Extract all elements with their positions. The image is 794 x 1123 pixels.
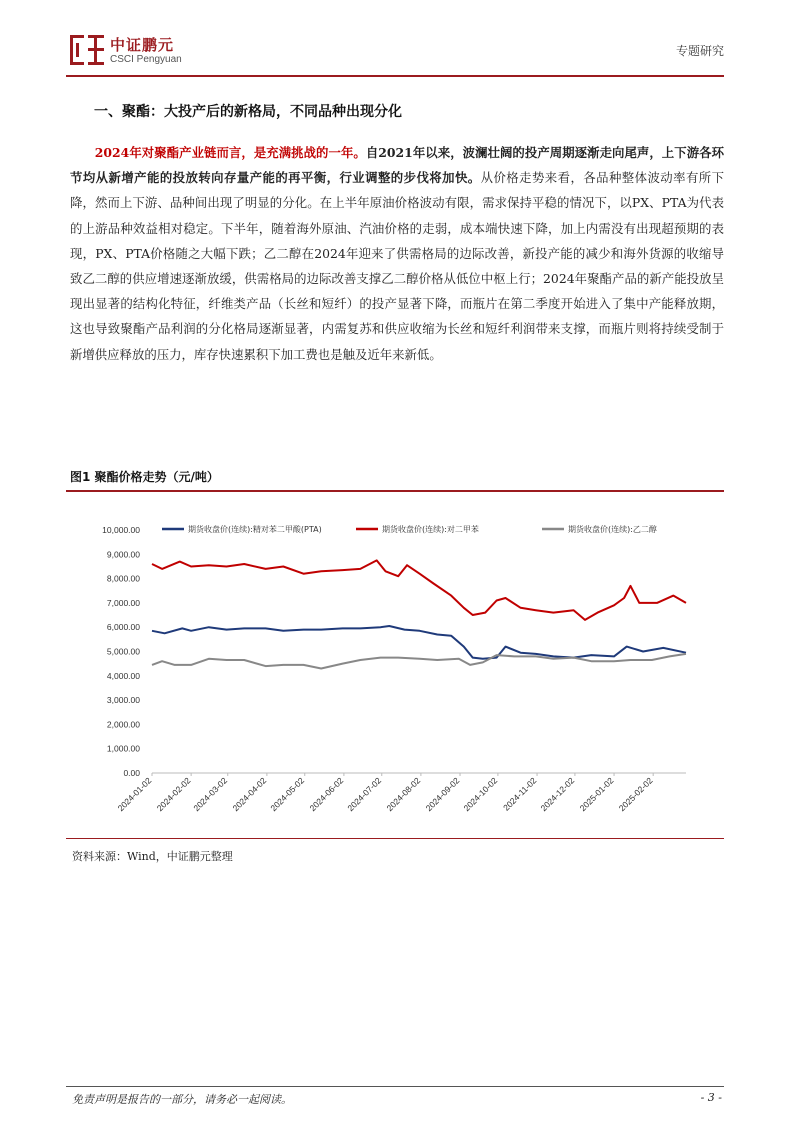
- x-tick-label: 2024-01-02: [115, 775, 154, 814]
- paragraph-body: 从价格走势来看，各品种整体波动率有所下降，然而上下游、品种间出现了明显的分化。在上半年原油价格波动有限，需求保持平稳的情况下，以PX、PTA为代表的上游品种效益相对稳定。下半年，随着海外原油、汽油价格的走弱，成本端快速下降，加上内需没有出现超预期的表现，PX、PTA价格随之大幅下跌；乙二醇在2024年迎来了供需格局的边际改善，新投产能的减少和海外货源的收缩导致乙二醇的供应增速逐渐放缓，供需格局的边际改善支撑乙二醇价格从低位中枢上行；2024年聚酯产品的新产能投放呈现出显著的结构化特征，纤维类产品（长丝和短纤）的投产显著下降，而瓶片在第二季度开始进入了集中产能释放期，这也导致聚酯产品利润的分化格局逐渐显著，内需复苏和供应收缩为长丝和短纤利润带来支撑，而瓶片则将持续受制于新增供应释放的压力，库存快速累积下加工费也是触及近年来新低。: [70, 170, 725, 362]
- legend-label: 期货收盘价(连续):精对苯二甲酸(PTA): [188, 525, 322, 534]
- y-tick-label: 10,000.00: [102, 525, 140, 535]
- brand-name-english: CSCI Pengyuan: [110, 54, 182, 65]
- y-tick-label: 8,000.00: [106, 573, 140, 584]
- x-tick-label: 2024-04-02: [230, 775, 269, 814]
- legend-label: 期货收盘价(连续):乙二醇: [568, 525, 657, 534]
- x-tick-label: 2025-01-02: [577, 775, 616, 814]
- body-paragraph: [70, 140, 724, 367]
- series-line-2: [152, 560, 686, 620]
- x-tick-label: 2024-07-02: [345, 775, 384, 814]
- page-number: - 3 -: [700, 1091, 722, 1104]
- x-tick-label: 2024-10-02: [461, 775, 500, 814]
- x-tick-label: 2024-02-02: [154, 775, 193, 814]
- disclaimer-text: 免责声明是报告的一部分，请务必一起阅读。: [72, 1093, 292, 1106]
- x-tick-label: 2024-11-02: [501, 775, 539, 813]
- x-tick-label: 2024-09-02: [423, 775, 462, 814]
- x-tick-label: 2024-06-02: [307, 775, 346, 814]
- y-tick-label: 6,000.00: [106, 622, 140, 633]
- lead-bold-sentence: 自2021年以来，波澜壮阔的投产周期逐渐走向尾声，上下游各环节均从新增产能的投放转向存量产能的再平衡，行业调整的步伐将加快。: [70, 145, 724, 186]
- x-tick-label: 2024-05-02: [268, 775, 307, 814]
- y-tick-label: 9,000.00: [106, 549, 140, 560]
- y-tick-label: 1,000.00: [106, 743, 140, 754]
- x-tick-label: 2024-03-02: [191, 775, 230, 814]
- y-tick-label: 3,000.00: [106, 695, 140, 706]
- series-line-1: [152, 626, 686, 659]
- footer-divider: [66, 1086, 724, 1087]
- x-tick-label: 2024-12-02: [538, 775, 577, 814]
- y-tick-label: 5,000.00: [106, 646, 140, 657]
- chart-series: [152, 560, 686, 668]
- x-tick-label: 2025-02-02: [616, 775, 655, 814]
- y-tick-label: 0.00: [123, 768, 140, 778]
- y-tick-label: 2,000.00: [106, 719, 140, 730]
- figure-caption: 图1 聚酯价格走势（元/吨）: [70, 470, 219, 484]
- header-divider: [66, 75, 724, 77]
- lead-sentence: 2024年对聚酯产业链而言，是充满挑战的一年。: [94, 145, 366, 160]
- x-axis: [116, 773, 686, 813]
- y-axis: [102, 525, 140, 778]
- report-type-label: 专题研究: [675, 44, 724, 58]
- section-title: 一、聚酯：大投产后的新格局，不同品种出现分化: [94, 104, 402, 120]
- legend-label: 期货收盘价(连续):对二甲苯: [382, 525, 479, 534]
- chart-legend: [162, 524, 657, 534]
- x-tick-label: 2024-08-02: [384, 775, 423, 814]
- figure-bottom-divider: [66, 838, 724, 839]
- figure-top-divider: [66, 490, 724, 492]
- figure-source: 资料来源：Wind，中证鹏元整理: [72, 850, 233, 863]
- brand-logo-icon: [70, 33, 104, 67]
- y-tick-label: 4,000.00: [106, 670, 140, 681]
- y-tick-label: 7,000.00: [106, 597, 140, 608]
- brand-name: 中证鹏元: [110, 36, 175, 54]
- price-line-chart: [66, 500, 724, 830]
